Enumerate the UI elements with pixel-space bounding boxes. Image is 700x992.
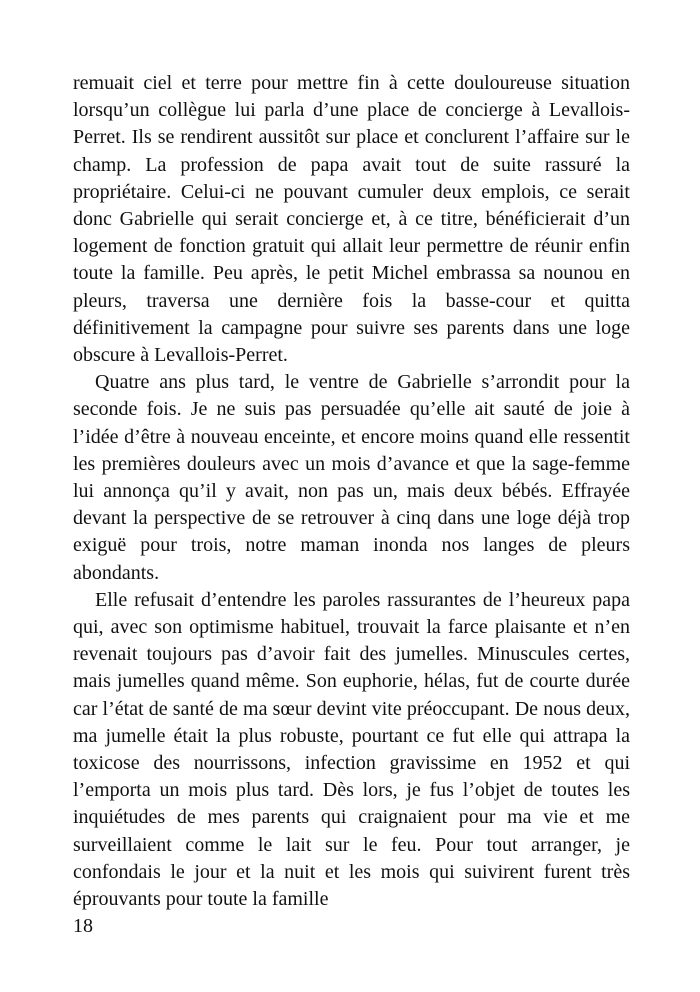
page-body	[73, 70, 630, 913]
paragraph-1: remuait ciel et terre pour mettre fin à cette douloureuse situation lorsqu’un collègue lui parla d’une place de concierge à Levallois-Perret. Ils se rendirent aussitôt sur place et conclurent l’affaire sur le champ. La profession de papa avait tout de suite rassuré la propriétaire. Celui-ci ne pouvant cumuler deux emplois, ce serait donc Gabrielle qui serait concierge et, à ce titre, bénéficierait d’un logement de fonction gratuit qui allait leur permettre de réunir enfin toute la famille. Peu après, le petit Michel embrassa sa nounou en pleurs, traversa une dernière fois la basse-cour et quitta définitivement la campagne pour suivre ses parents dans une loge obscure à Levallois-Perret.	[73, 72, 630, 367]
paragraph-3: Elle refusait d’entendre les paroles rassurantes de l’heureux papa qui, avec son optimisme habituel, trouvait la farce plaisante et n’en revenait toujours pas d’avoir fait des jumelles. Minuscules certes, mais jumelles quand même. Son euphorie, hélas, fut de courte durée car l’état de santé de ma sœur devint vite préoccupant. De nous deux, ma jumelle était la plus robuste, pourtant ce fut elle qui attrapa la toxicose des nourrissons, infection gravissime en 1952 et qui l’emporta un mois plus tard. Dès lors, je fus l’objet de toutes les inquiétudes de mes parents qui craignaient pour ma vie et me surveillaient comme le lait sur le feu. Pour tout arranger, je confondais le jour et la nuit et les mois qui suivirent furent très éprouvants pour toute la famille	[73, 588, 630, 911]
page-number: 18	[73, 915, 93, 937]
paragraph-2: Quatre ans plus tard, le ventre de Gabrielle s’arrondit pour la seconde fois. Je ne suis pas persuadée qu’elle ait sauté de joie à l’idée d’être à nouveau enceinte, et encore moins quand elle ressentit les premières douleurs avec un mois d’avance et que la sage-femme lui annonça qu’il y avait, non pas un, mais deux bébés. Effrayée devant la perspective de se retrouver à cinq dans une loge déjà trop exiguë pour trois, notre maman inonda nos langes de pleurs abondants.	[73, 371, 630, 584]
